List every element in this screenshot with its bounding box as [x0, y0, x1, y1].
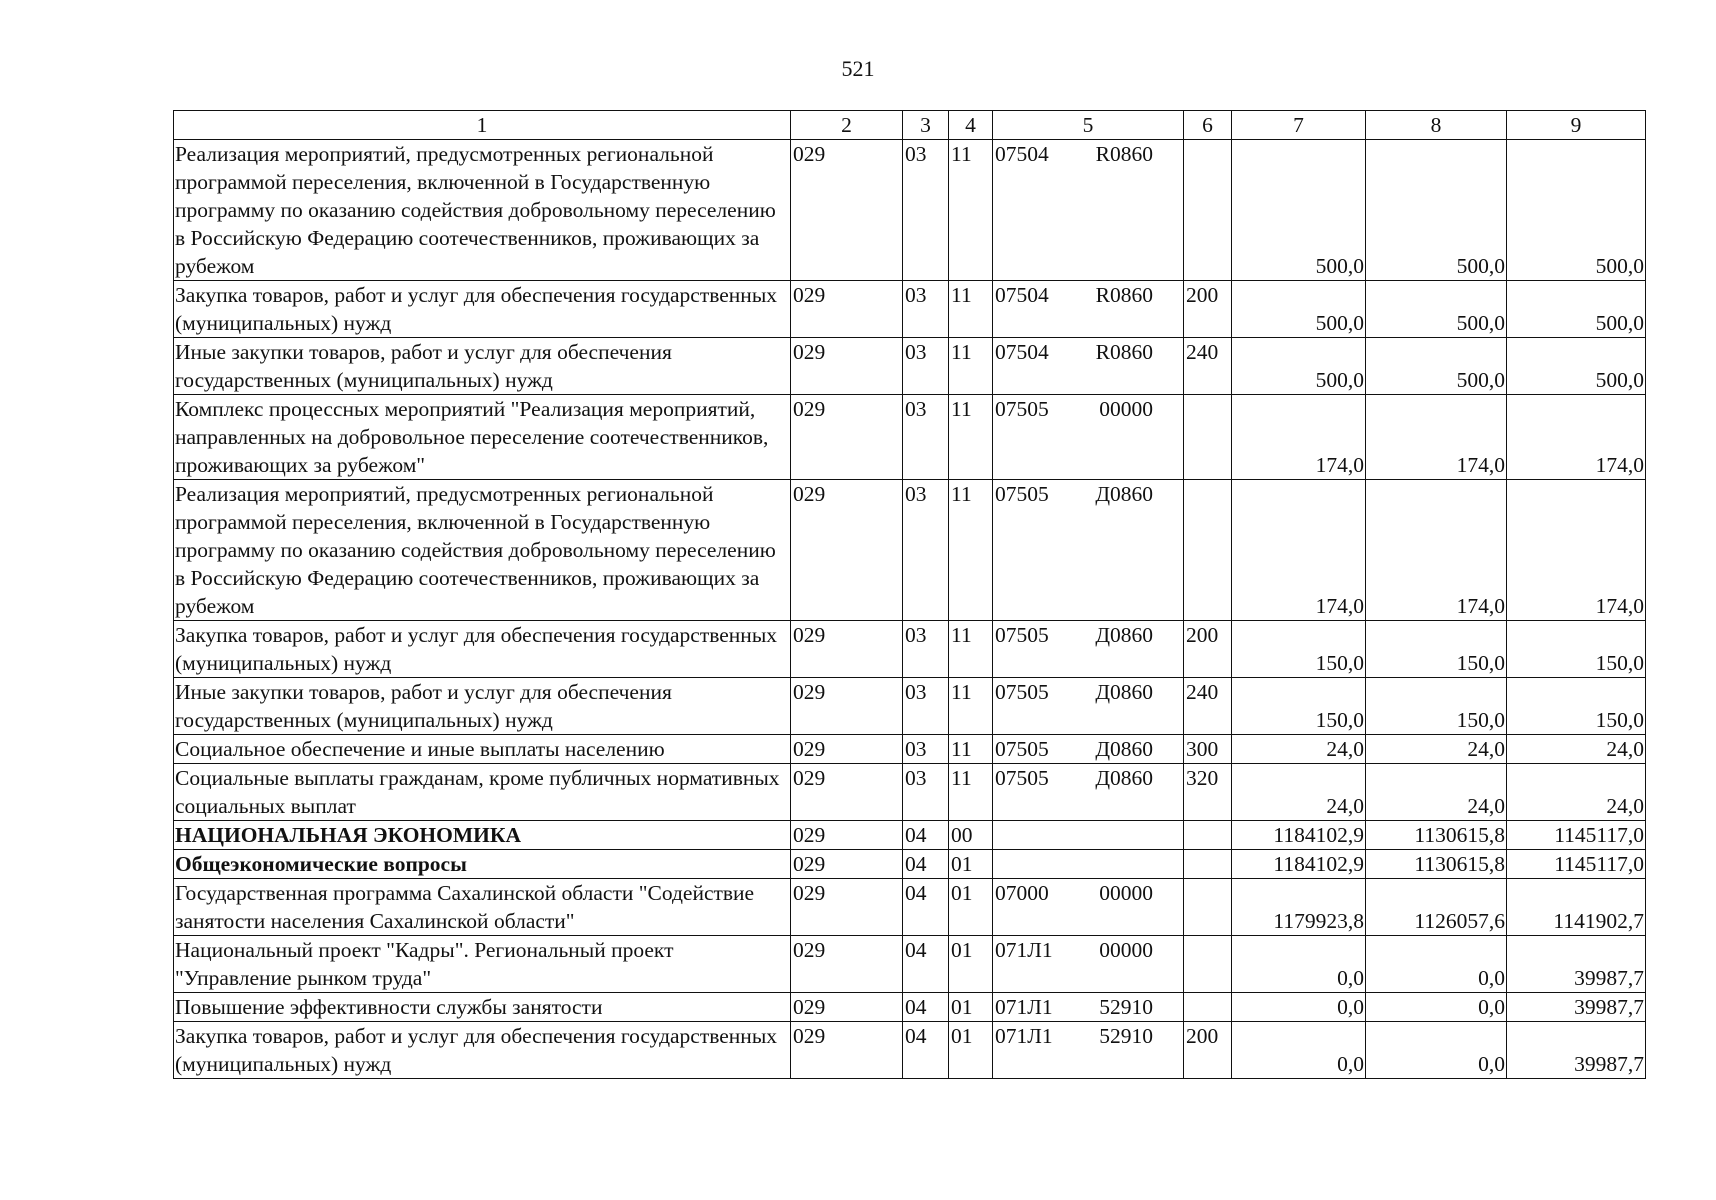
row-target-article-cell: [993, 879, 1184, 936]
row-amount-year3: 39987,7: [1507, 1022, 1646, 1079]
row-amount-year1: 1184102,9: [1232, 850, 1366, 879]
target-article-direction: Д0860: [1095, 482, 1153, 506]
row-ministry-code: 029: [791, 395, 903, 480]
target-article-program: 07505: [995, 680, 1049, 704]
row-section-code: 04: [903, 821, 949, 850]
row-ministry-code: 029: [791, 879, 903, 936]
target-article-direction: Д0860: [1095, 680, 1153, 704]
row-amount-year1: 500,0: [1232, 338, 1366, 395]
row-subsection-code: 11: [949, 395, 993, 480]
target-article-wrap: [995, 879, 1181, 907]
row-target-article-cell: [993, 480, 1184, 621]
row-ministry-code: 029: [791, 993, 903, 1022]
row-expense-type: 200: [1184, 1022, 1232, 1079]
row-name-cell: Общеэкономические вопросы: [174, 850, 791, 879]
row-subsection-code: 11: [949, 678, 993, 735]
row-amount-year3: 39987,7: [1507, 993, 1646, 1022]
row-subsection-code: 11: [949, 480, 993, 621]
row-target-article-cell: [993, 281, 1184, 338]
row-ministry-code: 029: [791, 621, 903, 678]
row-ministry-code: 029: [791, 735, 903, 764]
row-section-code: 03: [903, 338, 949, 395]
row-name-cell: Государственная программа Сахалинской области "Содействие занятости населения Сахалинской области": [174, 879, 791, 936]
row-amount-year3: 500,0: [1507, 281, 1646, 338]
row-target-article-cell: [993, 338, 1184, 395]
row-target-article-cell: [993, 140, 1184, 281]
row-amount-year2: 24,0: [1366, 735, 1507, 764]
target-article-direction: Д0860: [1095, 737, 1153, 761]
row-section-code: 03: [903, 140, 949, 281]
row-name-cell: Реализация мероприятий, предусмотренных региональной программой переселения, включенной в Государственную программу по оказанию содействия добровольному переселению в Российскую Федерацию соотечественников, проживающих за рубежом: [174, 480, 791, 621]
budget-table: [173, 110, 1646, 1079]
table-row: [174, 338, 1646, 395]
row-name-cell: Закупка товаров, работ и услуг для обеспечения государственных (муниципальных) нужд: [174, 1022, 791, 1079]
row-expense-type: [1184, 395, 1232, 480]
row-subsection-code: 01: [949, 850, 993, 879]
header-cell: 2: [791, 111, 903, 140]
table-row: [174, 850, 1646, 879]
row-expense-type: 240: [1184, 338, 1232, 395]
target-article-wrap: [995, 735, 1181, 763]
page-number: 521: [841, 56, 875, 81]
row-target-article-cell: [993, 850, 1184, 879]
row-expense-type: 240: [1184, 678, 1232, 735]
row-expense-type: 200: [1184, 281, 1232, 338]
row-subsection-code: 01: [949, 936, 993, 993]
row-subsection-code: 11: [949, 621, 993, 678]
row-amount-year1: 0,0: [1232, 1022, 1366, 1079]
target-article-wrap: [995, 1022, 1181, 1050]
table-row: [174, 140, 1646, 281]
row-name-cell: Повышение эффективности службы занятости: [174, 993, 791, 1022]
table-row: [174, 480, 1646, 621]
row-section-code: 04: [903, 1022, 949, 1079]
target-article-direction: R0860: [1095, 142, 1153, 166]
target-article-program: 07000: [995, 881, 1049, 905]
target-article-direction: 52910: [1099, 1024, 1153, 1048]
row-subsection-code: 11: [949, 140, 993, 281]
header-cell: 8: [1366, 111, 1507, 140]
row-amount-year2: 150,0: [1366, 621, 1507, 678]
row-section-code: 03: [903, 764, 949, 821]
target-article-wrap: [995, 936, 1181, 964]
row-amount-year2: 0,0: [1366, 1022, 1507, 1079]
row-amount-year2: 0,0: [1366, 993, 1507, 1022]
row-amount-year1: 500,0: [1232, 281, 1366, 338]
table-row: [174, 1022, 1646, 1079]
target-article-wrap: [995, 480, 1181, 508]
row-name-cell: Социальное обеспечение и иные выплаты населению: [174, 735, 791, 764]
row-amount-year2: 500,0: [1366, 281, 1507, 338]
target-article-wrap: [995, 764, 1181, 792]
target-article-wrap: [995, 281, 1181, 309]
target-article-wrap: [995, 395, 1181, 423]
row-amount-year3: 500,0: [1507, 338, 1646, 395]
row-amount-year2: 1130615,8: [1366, 821, 1507, 850]
row-amount-year1: 0,0: [1232, 993, 1366, 1022]
row-amount-year3: 24,0: [1507, 764, 1646, 821]
row-ministry-code: 029: [791, 936, 903, 993]
row-name-cell: НАЦИОНАЛЬНАЯ ЭКОНОМИКА: [174, 821, 791, 850]
row-subsection-code: 11: [949, 735, 993, 764]
row-amount-year2: 174,0: [1366, 480, 1507, 621]
target-article-direction: 00000: [1099, 881, 1153, 905]
target-article-program: 07505: [995, 397, 1049, 421]
row-name-cell: Иные закупки товаров, работ и услуг для обеспечения государственных (муниципальных) нужд: [174, 338, 791, 395]
target-article-wrap: [995, 678, 1181, 706]
row-amount-year2: 0,0: [1366, 936, 1507, 993]
row-ministry-code: 029: [791, 338, 903, 395]
row-amount-year1: 150,0: [1232, 678, 1366, 735]
row-amount-year2: 24,0: [1366, 764, 1507, 821]
target-article-program: 07505: [995, 482, 1049, 506]
row-target-article-cell: [993, 395, 1184, 480]
target-article-wrap: [995, 621, 1181, 649]
target-article-direction: Д0860: [1095, 766, 1153, 790]
row-section-code: 04: [903, 993, 949, 1022]
row-target-article-cell: [993, 621, 1184, 678]
row-target-article-cell: [993, 1022, 1184, 1079]
target-article-direction: R0860: [1095, 340, 1153, 364]
header-row: [174, 111, 1646, 140]
target-article-program: 07505: [995, 766, 1049, 790]
row-amount-year2: 1126057,6: [1366, 879, 1507, 936]
row-subsection-code: 00: [949, 821, 993, 850]
table-row: [174, 678, 1646, 735]
header-cell: 7: [1232, 111, 1366, 140]
row-amount-year3: 39987,7: [1507, 936, 1646, 993]
row-name-cell: Закупка товаров, работ и услуг для обеспечения государственных (муниципальных) нужд: [174, 281, 791, 338]
table-row: [174, 281, 1646, 338]
target-article-direction: R0860: [1095, 283, 1153, 307]
row-expense-type: 200: [1184, 621, 1232, 678]
row-expense-type: [1184, 879, 1232, 936]
row-ministry-code: 029: [791, 821, 903, 850]
table-row: [174, 395, 1646, 480]
row-amount-year1: 1184102,9: [1232, 821, 1366, 850]
target-article-program: 07504: [995, 283, 1049, 307]
row-name-cell: Реализация мероприятий, предусмотренных региональной программой переселения, включенной в Государственную программу по оказанию содействия добровольному переселению в Российскую Федерацию соотечественников, проживающих за рубежом: [174, 140, 791, 281]
row-expense-type: [1184, 140, 1232, 281]
row-ministry-code: 029: [791, 140, 903, 281]
row-ministry-code: 029: [791, 850, 903, 879]
target-article-program: 071Л1: [995, 1024, 1053, 1048]
row-expense-type: [1184, 936, 1232, 993]
row-expense-type: 320: [1184, 764, 1232, 821]
row-amount-year1: 0,0: [1232, 936, 1366, 993]
row-name-cell: Социальные выплаты гражданам, кроме публичных нормативных социальных выплат: [174, 764, 791, 821]
header-cell: 9: [1507, 111, 1646, 140]
row-amount-year1: 24,0: [1232, 735, 1366, 764]
row-name-cell: Закупка товаров, работ и услуг для обеспечения государственных (муниципальных) нужд: [174, 621, 791, 678]
row-amount-year2: 500,0: [1366, 140, 1507, 281]
row-expense-type: [1184, 821, 1232, 850]
row-expense-type: [1184, 480, 1232, 621]
header-cell: 5: [993, 111, 1184, 140]
row-subsection-code: 11: [949, 764, 993, 821]
row-amount-year3: 174,0: [1507, 395, 1646, 480]
row-subsection-code: 11: [949, 338, 993, 395]
row-section-code: 04: [903, 850, 949, 879]
target-article-program: 07505: [995, 623, 1049, 647]
row-section-code: 03: [903, 735, 949, 764]
row-amount-year3: 150,0: [1507, 678, 1646, 735]
table-row: [174, 993, 1646, 1022]
header-cell: 4: [949, 111, 993, 140]
header-cell: 3: [903, 111, 949, 140]
row-target-article-cell: [993, 821, 1184, 850]
row-section-code: 03: [903, 395, 949, 480]
row-section-code: 03: [903, 621, 949, 678]
row-ministry-code: 029: [791, 480, 903, 621]
table-row: [174, 821, 1646, 850]
target-article-wrap: [995, 993, 1181, 1021]
row-subsection-code: 01: [949, 879, 993, 936]
row-ministry-code: 029: [791, 764, 903, 821]
target-article-direction: 00000: [1099, 397, 1153, 421]
target-article-program: 07504: [995, 142, 1049, 166]
row-section-code: 04: [903, 879, 949, 936]
row-amount-year1: 24,0: [1232, 764, 1366, 821]
row-subsection-code: 01: [949, 993, 993, 1022]
row-name-cell: Иные закупки товаров, работ и услуг для обеспечения государственных (муниципальных) нужд: [174, 678, 791, 735]
row-amount-year1: 1179923,8: [1232, 879, 1366, 936]
row-amount-year2: 500,0: [1366, 338, 1507, 395]
row-section-code: 03: [903, 480, 949, 621]
row-subsection-code: 01: [949, 1022, 993, 1079]
target-article-program: 07505: [995, 737, 1049, 761]
header-cell: 6: [1184, 111, 1232, 140]
row-expense-type: [1184, 850, 1232, 879]
row-name-cell: Национальный проект "Кадры". Региональный проект "Управление рынком труда": [174, 936, 791, 993]
table-row: [174, 621, 1646, 678]
row-amount-year1: 500,0: [1232, 140, 1366, 281]
row-subsection-code: 11: [949, 281, 993, 338]
target-article-direction: 00000: [1099, 938, 1153, 962]
row-ministry-code: 029: [791, 678, 903, 735]
row-amount-year2: 174,0: [1366, 395, 1507, 480]
row-expense-type: 300: [1184, 735, 1232, 764]
row-section-code: 03: [903, 281, 949, 338]
target-article-direction: 52910: [1099, 995, 1153, 1019]
table-row: [174, 879, 1646, 936]
row-target-article-cell: [993, 678, 1184, 735]
row-amount-year1: 174,0: [1232, 395, 1366, 480]
row-amount-year2: 150,0: [1366, 678, 1507, 735]
row-amount-year3: 24,0: [1507, 735, 1646, 764]
row-expense-type: [1184, 993, 1232, 1022]
row-section-code: 04: [903, 936, 949, 993]
row-amount-year3: 150,0: [1507, 621, 1646, 678]
row-amount-year3: 1145117,0: [1507, 850, 1646, 879]
row-amount-year1: 174,0: [1232, 480, 1366, 621]
target-article-wrap: [995, 338, 1181, 366]
row-amount-year3: 1141902,7: [1507, 879, 1646, 936]
row-amount-year3: 174,0: [1507, 480, 1646, 621]
row-ministry-code: 029: [791, 281, 903, 338]
table-body: [174, 140, 1646, 1079]
row-ministry-code: 029: [791, 1022, 903, 1079]
row-name-cell: Комплекс процессных мероприятий "Реализация мероприятий, направленных на добровольное переселение соотечественников, проживающих за рубежом": [174, 395, 791, 480]
row-amount-year3: 1145117,0: [1507, 821, 1646, 850]
target-article-wrap: [995, 140, 1181, 168]
target-article-program: 071Л1: [995, 938, 1053, 962]
table-row: [174, 735, 1646, 764]
table-row: [174, 936, 1646, 993]
row-target-article-cell: [993, 735, 1184, 764]
row-amount-year3: 500,0: [1507, 140, 1646, 281]
target-article-program: 07504: [995, 340, 1049, 364]
table-row: [174, 764, 1646, 821]
row-target-article-cell: [993, 764, 1184, 821]
header-cell: 1: [174, 111, 791, 140]
target-article-program: 071Л1: [995, 995, 1053, 1019]
row-section-code: 03: [903, 678, 949, 735]
target-article-direction: Д0860: [1095, 623, 1153, 647]
row-target-article-cell: [993, 993, 1184, 1022]
row-target-article-cell: [993, 936, 1184, 993]
row-amount-year1: 150,0: [1232, 621, 1366, 678]
row-amount-year2: 1130615,8: [1366, 850, 1507, 879]
